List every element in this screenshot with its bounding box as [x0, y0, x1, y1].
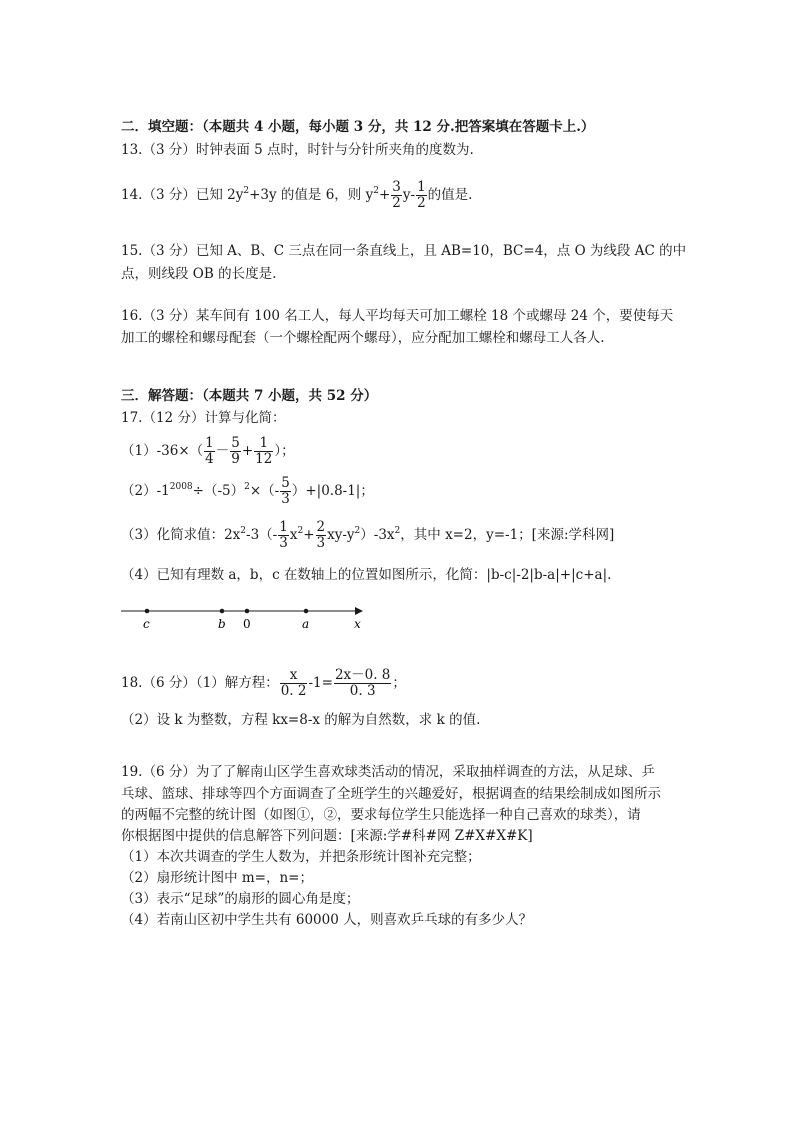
point-zero	[245, 609, 250, 614]
point-c	[145, 609, 150, 614]
fraction: $\frac{5}{3}$	[281, 475, 290, 507]
question-17-part4: （4）已知有理数 a，b，c 在数轴上的位置如图所示，化简：|b-c|-2|b-a|+|c+a|.	[121, 567, 612, 583]
question-19-sub1: （1）本次共调查的学生人数为，并把条形统计图补充完整；	[121, 849, 481, 865]
number-line-figure	[121, 600, 371, 632]
section2-heading: 二．填空题：（本题共 4 小题，每小题 3 分，共 12 分.把答案填在答题卡上.）	[121, 119, 595, 135]
question-19-line3: 的两幅不完整的统计图（如图①，②，要求每位学生只能选择一种自己喜欢的球类），请	[121, 807, 641, 823]
question-19-line2: 乓球、篮球、排球等四个方面调查了全班学生的兴趣爱好，根据调查的结果绘制成如图所示	[121, 786, 661, 802]
fraction: $\frac{2x-0. 8}{0. 3}$	[334, 667, 391, 699]
fraction: $\frac{1}{4}$	[205, 435, 214, 467]
label-b: b	[218, 617, 226, 631]
question-19-line4: 你根据图中提供的信息解答下列问题：[来源:学#科#网 Z#X#X#K]	[121, 828, 533, 844]
fraction: $\frac{1}{3}$	[279, 519, 288, 551]
question-17-part1: （1）-36×（ $\frac{1}{4}$ － $\frac{5}{9}$ + $\frac{1}{12}$ ）；	[121, 435, 295, 467]
fraction: $\frac{2}{3}$	[316, 519, 326, 551]
question-17-part3: （3）化简求值：$2x^2-3(-$ $\frac{1}{3}$ $x^2+$ $\frac{2}{3}$ $xy-y^2)-3x^2$，其中 x=2，y=-1；[来源:学科网]	[121, 519, 615, 551]
fraction: $\frac{1}{12}$	[255, 435, 273, 467]
fraction: $\frac{1}{2}$	[417, 179, 426, 211]
question-15-line2: 点，则线段 OB 的长度是.	[121, 266, 277, 282]
question-14: 14.（3 分）已知 $2y^2+3y$ 的值是 6，则 $y^2+$ $\frac{3}{2}$ y- $\frac{1}{2}$ 的值是.	[121, 179, 473, 211]
question-17-title: 17.（12 分）计算与化简：	[121, 410, 286, 426]
label-c: c	[143, 617, 150, 631]
question-17-part2: $(2)-1^{2008}\div(-5)^2\times(-$ $\frac{5}{3}$ ）+|0.8-1|；	[121, 475, 374, 507]
label-a: a	[302, 617, 310, 631]
point-a	[304, 609, 309, 614]
question-19-sub4: （4）若南山区初中学生共有 60000 人，则喜欢乒乓球的有多少人？	[121, 912, 533, 928]
question-19-sub3: （3）表示“足球”的扇形的圆心角是度；	[121, 891, 360, 907]
fraction: $\frac{5}{9}$	[231, 435, 240, 467]
question-15-line1: 15.（3 分）已知 A、B、C 三点在同一条直线上，且 AB=10，BC=4，点 O 为线段 AC 的中	[121, 243, 687, 259]
label-x: x	[354, 617, 361, 631]
question-13: 13.（3 分）时钟表面 5 点时，时针与分针所夹角的度数为.	[121, 142, 474, 158]
point-b	[220, 609, 225, 614]
question-16-line2: 加工的螺栓和螺母配套（一个螺栓配两个螺母），应分配加工螺栓和螺母工人各人.	[121, 330, 605, 346]
arrow-icon	[355, 607, 363, 615]
label-zero: 0	[243, 617, 251, 631]
question-16-line1: 16.（3 分）某车间有 100 名工人，每人平均每天可加工螺栓 18 个或螺母 24 个，要使每天	[121, 308, 674, 324]
question-19-line1: 19.（6 分）为了了解南山区学生喜欢球类活动的情况，采取抽样调查的方法，从足球、乒	[121, 764, 655, 780]
question-18-part1: 18.（6 分）（1）解方程： $\frac{x}{0. 2}$ -1= $\frac{2x-0. 8}{0. 3}$ ；	[121, 667, 406, 699]
section3-heading: 三．解答题：（本题共 7 小题，共 52 分）	[121, 388, 378, 404]
fraction: $\frac{3}{2}$	[392, 179, 401, 211]
fraction: $\frac{x}{0. 2}$	[280, 667, 307, 699]
question-19-sub2: （2）扇形统计图中 m=，n=；	[121, 870, 313, 886]
question-18-part2: （2）设 k 为整数，方程 kx=8-x 的解为自然数，求 k 的值.	[121, 712, 481, 728]
